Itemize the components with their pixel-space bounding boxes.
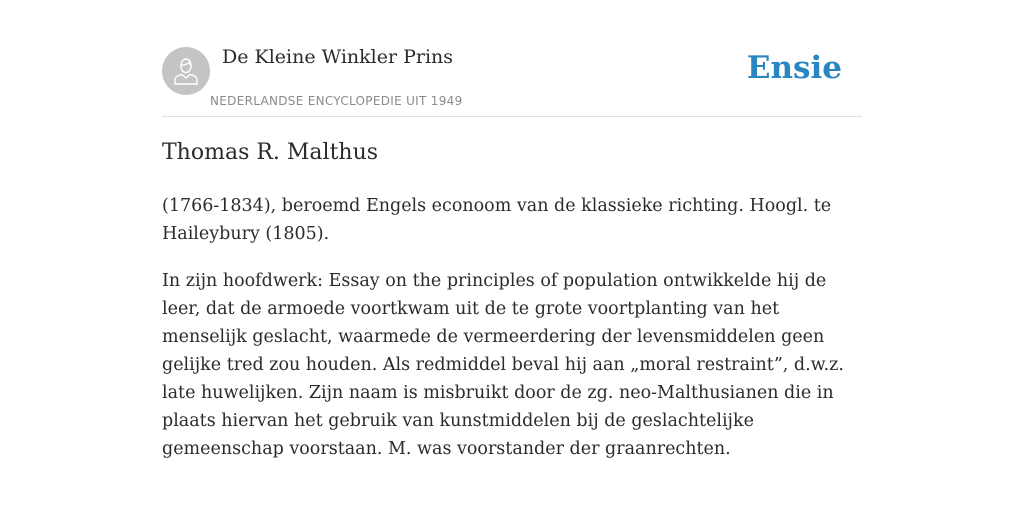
header	[162, 0, 862, 117]
avatar[interactable]	[162, 47, 210, 95]
article-title: Thomas R. Malthus	[162, 140, 379, 165]
user-icon	[173, 57, 199, 85]
page	[162, 0, 862, 459]
book-subtitle: NEDERLANDSE ENCYCLOPEDIE UIT 1949	[210, 94, 463, 108]
article-paragraph: (1766-1834), beroemd Engels econoom van de klassieke richting. Hoogl. te Haileybury (1805).	[162, 196, 832, 244]
article-paragraph: In zijn hoofdwerk: Essay on the principles of population ontwikkelde hij de leer, dat de armoede voortkwam uit de te grote voortplanting van het menselijk geslacht, waarmede de vermeerdering der levensmiddelen geen gelijke tred zou houden. Als redmiddel beval hij aan „moral restraint”, d.w.z. late huwelijken. Zijn naam is misbruikt door de zg. neo-Malthusianen die in plaats hiervan het gebruik van kunstmiddelen bij de geslachtelijke gemeenschap voorstaan. M. was voorstander der graanrechten.	[162, 271, 844, 459]
brand-logo[interactable]: Ensie	[746, 50, 842, 86]
book-title[interactable]: De Kleine Winkler Prins	[222, 46, 454, 68]
